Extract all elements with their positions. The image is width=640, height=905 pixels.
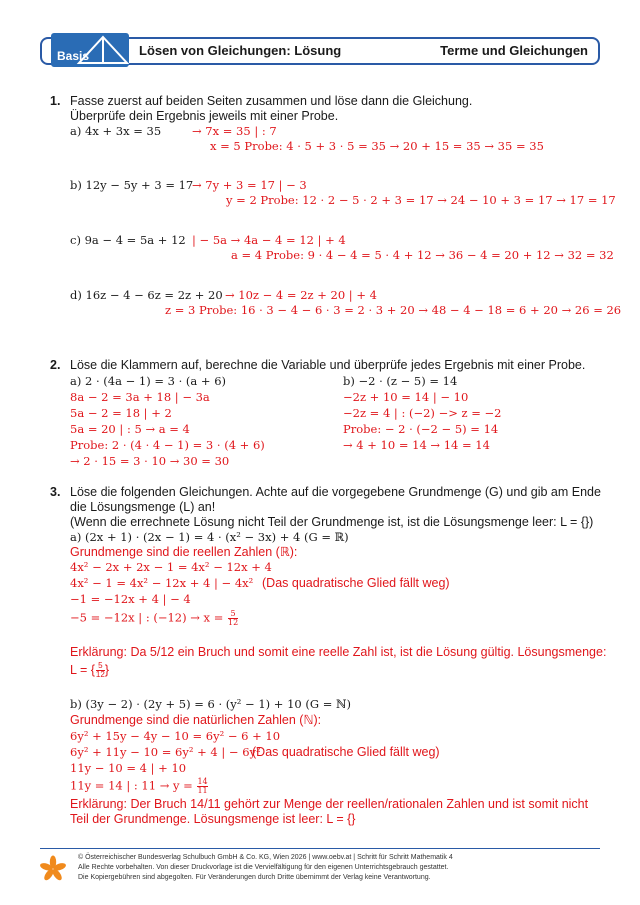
task3-a-last: −5 = −12x | : (−12) → x =: [70, 610, 224, 625]
task1-number: 1.: [50, 94, 61, 108]
footer-rights: Alle Rechte vorbehalten. Von dieser Druckvorlage ist die Vervielfältigung für den eigenen Unterrichtsgebrauch gestattet.: [78, 864, 449, 871]
task3-b-line: 6y² + 15y − 4y − 10 = 6y² − 6 + 10: [70, 729, 281, 743]
task3-b-grundmenge: Grundmenge sind die natürlichen Zahlen (ℕ):: [70, 713, 322, 727]
task2-instruction: Löse die Klammern auf, berechne die Variable und überprüfe jedes Ergebnis mit einer Probe.: [70, 358, 586, 372]
worksheet-title: Lösen von Gleichungen: Lösung: [139, 43, 342, 58]
footer-copyright: © Österreichischer Bundesverlag Schulbuch GmbH & Co. KG, Wien 2026 | www.oebv.at | Schritt für Schritt Mathematik 4: [78, 854, 453, 861]
task1-a-result: x = 5 Probe: 4 · 5 + 3 · 5 = 35 → 20 + 15 = 35 → 35 = 35: [210, 139, 544, 153]
task3-b-last: 11y = 14 | : 11 → y =: [70, 778, 193, 793]
task1-c-result: a = 4 Probe: 9 · 4 − 4 = 5 · 4 + 12 → 36 − 4 = 20 + 12 → 32 = 32: [231, 248, 614, 262]
task3-a-explanation-1: Erklärung: Da 5/12 ein Bruch und somit eine reelle Zahl ist, ist die Lösung gültig. Lösungsmenge:: [70, 645, 607, 659]
task1-instruction-1: Fasse zuerst auf beiden Seiten zusammen und löse dann die Gleichung.: [70, 94, 473, 108]
task1-d-result: z = 3 Probe: 16 · 3 − 4 − 6 · 3 = 2 · 3 + 20 → 48 − 4 − 18 = 6 + 20 → 26 = 26: [165, 303, 622, 317]
task3-number: 3.: [50, 485, 61, 499]
fraction-denominator: 12: [95, 670, 105, 679]
task3-b-explanation-2: Teil der Grundmenge. Lösungsmenge ist leer: L = {}: [70, 812, 356, 826]
fraction-numerator: 5: [98, 661, 103, 670]
task1-a-step: → 7x = 35 | : 7: [192, 124, 277, 138]
task1-instruction-2: Überprüfe dein Ergebnis jeweils mit einer Probe.: [70, 109, 339, 123]
fraction-denominator: 12: [228, 618, 239, 627]
fraction-denominator: 11: [197, 786, 208, 795]
task2-a-line: 5a = 20 | : 5 → a = 4: [70, 422, 190, 436]
task3-a-line: 4x² − 1 = 4x² − 12x + 4 | − 4x²: [70, 576, 254, 590]
task1-c-step: | − 5a → 4a − 4 = 12 | + 4: [192, 233, 346, 247]
task1-a-equation: a) 4x + 3x = 35: [70, 124, 162, 138]
task1-d-equation: d) 16z − 4 − 6z = 2z + 20: [70, 288, 223, 302]
basis-logo: [51, 33, 131, 67]
task3-a-line: 4x² − 2x + 2x − 1 = 4x² − 12x + 4: [70, 560, 272, 574]
task3-a-equation: a) (2x + 1) · (2x − 1) = 4 · (x² − 3x) + 4 (G = ℝ): [70, 530, 349, 544]
task3-a-last-line: [70, 610, 238, 627]
logo-label: Basis: [57, 49, 90, 63]
task2-a-equation: a) 2 · (4a − 1) = 3 · (a + 6): [70, 374, 227, 388]
task3-a-grundmenge: Grundmenge sind die reellen Zahlen (ℝ):: [70, 545, 298, 559]
task1-b-step: → 7y + 3 = 17 | − 3: [192, 178, 307, 192]
star-logo-icon: [40, 855, 66, 883]
task3-b-equation: b) (3y − 2) · (2y + 5) = 6 · (y² − 1) + 10 (G = ℕ): [70, 697, 351, 711]
task3-b-line: 6y² + 11y − 10 = 6y² + 4 | − 6y²: [70, 745, 261, 759]
task2-b-line: Probe: − 2 · (−2 − 5) = 14: [343, 422, 499, 436]
task3-a-note: (Das quadratische Glied fällt weg): [262, 576, 450, 590]
fraction-5-12-set: [96, 662, 105, 679]
task3-b-explanation-1: Erklärung: Der Bruch 14/11 gehört zur Menge der reellen/rationalen Zahlen und ist somit nicht: [70, 797, 589, 811]
task2-number: 2.: [50, 358, 61, 372]
task3-a-explanation-2: [70, 662, 109, 679]
task2-b-line: −2z = 4 | : (−2) −> z = −2: [343, 406, 502, 420]
task2-a-line: 8a − 2 = 3a + 18 | − 3a: [70, 390, 210, 404]
fraction-5-12: [228, 610, 238, 627]
fraction-14-11: [197, 778, 207, 795]
footer-fees: Die Kopiergebühren sind abgegolten. Für Veränderungen durch Dritte übernimmt der Verlag keine Verantwortung.: [78, 874, 431, 881]
task1-c-equation: c) 9a − 4 = 5a + 12: [70, 233, 186, 247]
task2-b-equation: b) −2 · (z − 5) = 14: [343, 374, 458, 388]
solution-set-open: L = {: [70, 662, 95, 677]
fraction-numerator: 5: [230, 609, 236, 618]
worksheet-topic: Terme und Gleichungen: [440, 43, 588, 58]
task1-b-result: y = 2 Probe: 12 · 2 − 5 · 2 + 3 = 17 → 24 − 10 + 3 = 17 → 17 = 17: [226, 193, 616, 207]
task2-a-line: 5a − 2 = 18 | + 2: [70, 406, 172, 420]
task1-d-step: → 10z − 4 = 2z + 20 | + 4: [225, 288, 377, 302]
solution-set-close: }: [104, 662, 110, 677]
task3-b-last-line: [70, 778, 208, 795]
task3-instruction-2: die Lösungsmenge (L) an!: [70, 500, 216, 514]
task2-a-line: → 2 · 15 = 3 · 10 → 30 = 30: [70, 454, 230, 468]
footer-divider: [40, 848, 600, 849]
task2-b-line: −2z + 10 = 14 | − 10: [343, 390, 469, 404]
task3-b-note: (Das quadratische Glied fällt weg): [252, 745, 440, 759]
fraction-numerator: 14: [197, 777, 208, 786]
task3-a-line: −1 = −12x + 4 | − 4: [70, 592, 191, 606]
task3-instruction-3: (Wenn die errechnete Lösung nicht Teil der Grundmenge ist, ist die Lösungsmenge leer: L = {}): [70, 515, 594, 529]
task3-instruction-1: Löse die folgenden Gleichungen. Achte auf die vorgegebene Grundmenge (G) und gib am Ende: [70, 485, 601, 499]
task2-a-line: Probe: 2 · (4 · 4 − 1) = 3 · (4 + 6): [70, 438, 265, 452]
task1-b-equation: b) 12y − 5y + 3 = 17: [70, 178, 194, 192]
task3-b-line: 11y − 10 = 4 | + 10: [70, 761, 187, 775]
task2-b-line: → 4 + 10 = 14 → 14 = 14: [343, 438, 490, 452]
